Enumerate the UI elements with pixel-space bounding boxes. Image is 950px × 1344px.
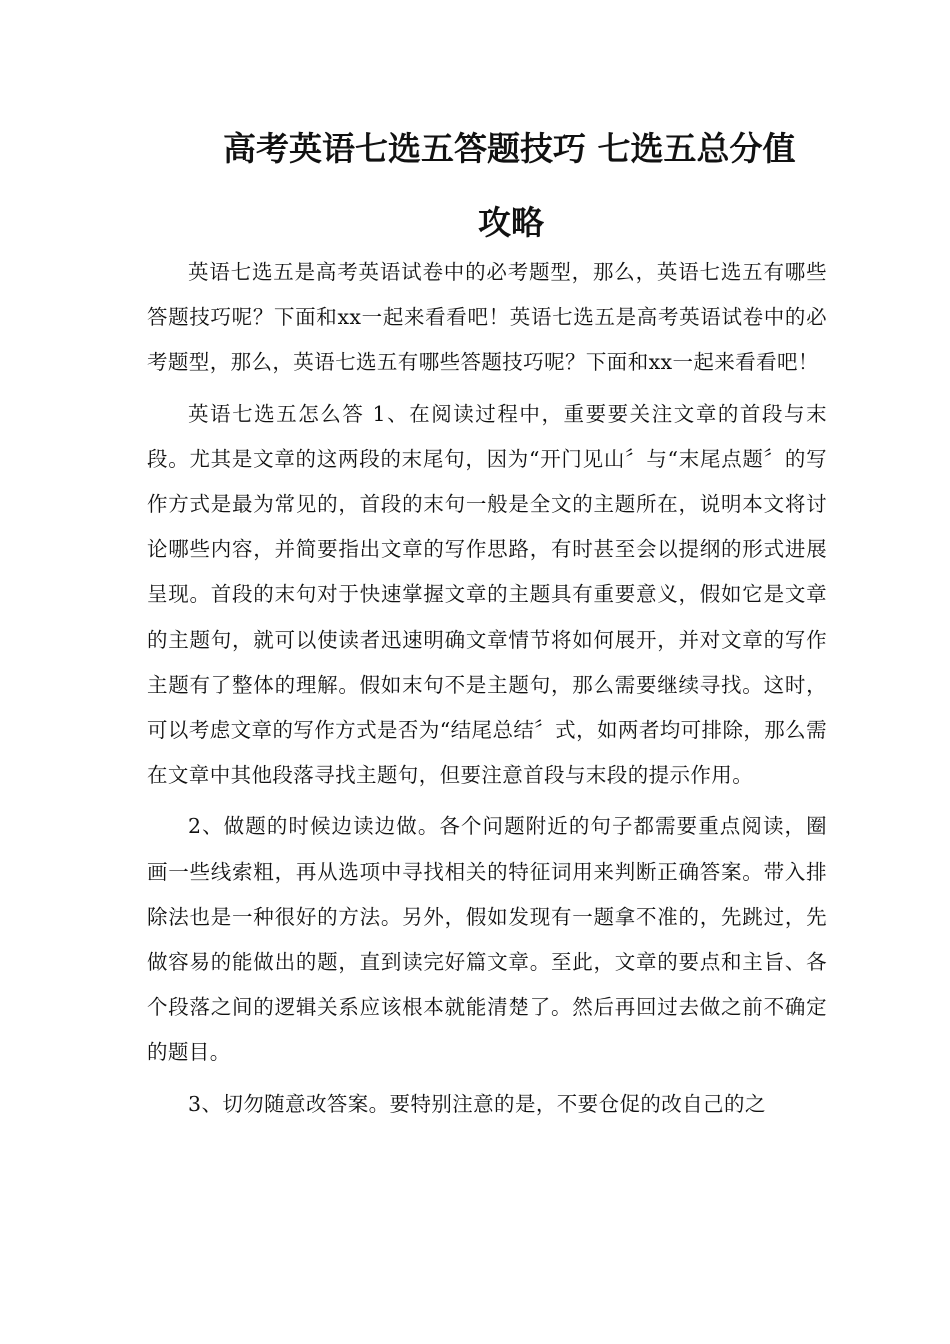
paragraph-tip-3: 3、切勿随意改答案。要特别注意的是，不要仓促的改自己的之 xyxy=(188,1091,766,1116)
title-line-1: 高考英语七选五答题技巧 七选五总分值 xyxy=(223,129,796,168)
document-body xyxy=(147,250,827,1127)
paragraph-intro: 英语七选五是高考英语试卷中的必考题型，那么，英语七选五有哪些答题技巧呢？下面和xx一起来看看吧！英语七选五是高考英语试卷中的必考题型，那么，英语七选五有哪些答题技巧呢？下面和xx一起来看看吧！ xyxy=(147,260,827,375)
document-title xyxy=(147,112,875,260)
paragraph-tip-1: 英语七选五怎么答 1、在阅读过程中，重要要关注文章的首段与末段。尤其是文章的这两段的末尾句，因为“开门见山〞与“末尾点题〞的写作方式是最为常见的，首段的末句一般是全文的主题所在，说明本文将讨论哪些内容，并简要指出文章的写作思路，有时甚至会以提纲的形式进展呈现。首段的末句对于快速掌握文章的主题具有重要意义，假如它是文章的主题句，就可以使读者迅速明确文章情节将如何展开，并对文章的写作主题有了整体的理解。假如末句不是主题句，那么需要继续寻找。这时，可以考虑文章的写作方式是否为“结尾总结〞式，如两者均可排除，那么需在文章中其他段落寻找主题句，但要注意首段与末段的提示作用。 xyxy=(147,401,827,788)
paragraph-tip-2: 2、做题的时候边读边做。各个问题附近的句子都需要重点阅读，圈画一些线索粗，再从选项中寻找相关的特征词用来判断正确答案。带入排除法也是一种很好的方法。另外，假如发现有一题拿不准的，先跳过，先做容易的能做出的题，直到读完好篇文章。至此，文章的要点和主旨、各个段落之间的逻辑关系应该根本就能清楚了。然后再回过去做之前不确定的题目。 xyxy=(147,814,827,1065)
title-line-2: 攻略 xyxy=(478,203,544,242)
